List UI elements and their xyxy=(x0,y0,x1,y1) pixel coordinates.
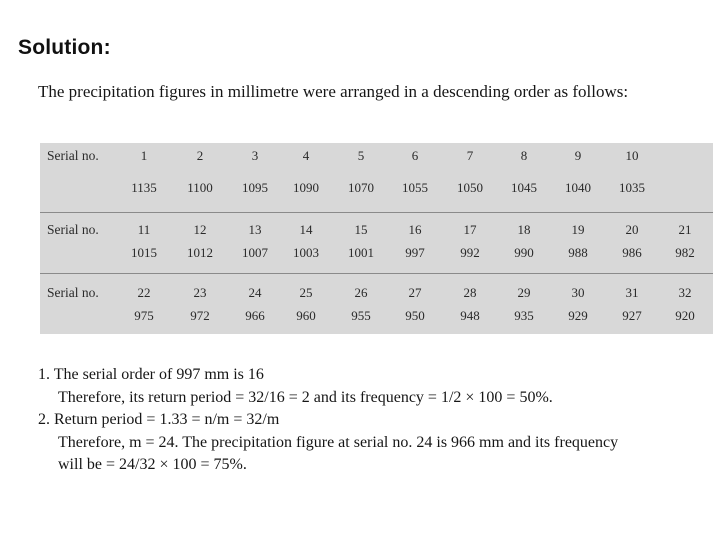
serial-number-cell: 30 xyxy=(571,285,585,300)
serial-number-cell: 5 xyxy=(357,148,365,163)
precipitation-value-cell: 1003 xyxy=(293,245,319,260)
serial-number-cell: 2 xyxy=(196,148,204,163)
serial-number-cell: 24 xyxy=(248,285,262,300)
intro-text: The precipitation figures in millimetre were arranged in a descending order as follows: xyxy=(38,82,629,101)
precipitation-value-cell: 986 xyxy=(622,245,642,260)
precipitation-value-cell: 960 xyxy=(296,308,316,323)
precipitation-value-cell: 955 xyxy=(351,308,371,323)
serial-number-cell: 16 xyxy=(408,222,422,237)
table-row-divider xyxy=(40,273,713,274)
serial-number-cell: 7 xyxy=(466,148,474,163)
solution-step-2-result: will be = 24/32 × 100 = 75%. xyxy=(58,456,247,473)
precipitation-value-cell: 966 xyxy=(245,308,265,323)
serial-number-cell: 13 xyxy=(248,222,262,237)
serial-number-cell: 29 xyxy=(517,285,531,300)
serial-number-cell: 4 xyxy=(302,148,310,163)
serial-number-cell: 3 xyxy=(251,148,259,163)
serial-number-cell: 28 xyxy=(463,285,477,300)
precipitation-value-cell: 975 xyxy=(134,308,154,323)
precipitation-value-cell: 997 xyxy=(405,245,425,260)
serial-number-cell: 12 xyxy=(193,222,207,237)
precipitation-value-cell: 1095 xyxy=(242,180,268,195)
precipitation-value-cell: 1001 xyxy=(348,245,374,260)
solution-heading: Solution: xyxy=(18,36,111,59)
serial-row-label: Serial no. xyxy=(47,285,99,300)
serial-number-cell: 1 xyxy=(140,148,148,163)
serial-number-cell: 27 xyxy=(408,285,422,300)
serial-number-cell: 9 xyxy=(574,148,582,163)
solution-step-2-detail: Therefore, m = 24. The precipitation figure at serial no. 24 is 966 mm and its frequency xyxy=(58,433,619,451)
serial-number-cell: 31 xyxy=(625,285,639,300)
serial-row-label: Serial no. xyxy=(47,148,99,163)
precipitation-value-cell: 927 xyxy=(622,308,642,323)
serial-number-cell: 10 xyxy=(625,148,639,163)
solution-step-1-detail: Therefore, its return period = 32/16 = 2 and its frequency = 1/2 × 100 = 50%. xyxy=(58,388,553,406)
precipitation-value-cell: 929 xyxy=(568,308,588,323)
serial-number-cell: 6 xyxy=(411,148,419,163)
precipitation-value-cell: 1055 xyxy=(402,180,428,195)
serial-number-cell: 17 xyxy=(463,222,477,237)
precipitation-value-cell: 935 xyxy=(514,308,534,323)
precipitation-value-cell: 1040 xyxy=(565,180,591,195)
precipitation-value-cell: 1035 xyxy=(619,180,645,195)
serial-number-cell: 19 xyxy=(571,222,585,237)
precipitation-value-cell: 988 xyxy=(568,245,588,260)
precipitation-value-cell: 982 xyxy=(675,245,695,260)
solution-step-1: 1. The serial order of 997 mm is 16 xyxy=(38,366,264,383)
serial-row-label: Serial no. xyxy=(47,222,99,237)
precipitation-value-cell: 1015 xyxy=(131,245,157,260)
serial-number-cell: 25 xyxy=(299,285,313,300)
precipitation-table xyxy=(40,143,713,334)
solution-step-2: 2. Return period = 1.33 = n/m = 32/m xyxy=(38,411,280,428)
serial-number-cell: 15 xyxy=(354,222,368,237)
table-row-divider xyxy=(40,212,713,213)
serial-number-cell: 11 xyxy=(137,222,151,237)
serial-number-cell: 8 xyxy=(520,148,528,163)
precipitation-value-cell: 1135 xyxy=(131,180,157,195)
serial-number-cell: 18 xyxy=(517,222,531,237)
precipitation-value-cell: 992 xyxy=(460,245,480,260)
serial-number-cell: 14 xyxy=(299,222,313,237)
precipitation-value-cell: 1100 xyxy=(187,180,213,195)
precipitation-value-cell: 1090 xyxy=(293,180,319,195)
precipitation-value-cell: 1007 xyxy=(242,245,268,260)
precipitation-value-cell: 1050 xyxy=(457,180,483,195)
serial-number-cell: 23 xyxy=(193,285,207,300)
precipitation-value-cell: 950 xyxy=(405,308,425,323)
solution-steps xyxy=(38,364,618,477)
serial-number-cell: 22 xyxy=(137,285,151,300)
precipitation-value-cell: 972 xyxy=(190,308,210,323)
precipitation-value-cell: 948 xyxy=(460,308,480,323)
precipitation-value-cell: 1070 xyxy=(348,180,374,195)
serial-number-cell: 20 xyxy=(625,222,639,237)
precipitation-value-cell: 1045 xyxy=(511,180,537,195)
precipitation-value-cell: 920 xyxy=(675,308,695,323)
serial-number-cell: 26 xyxy=(354,285,368,300)
serial-number-cell: 32 xyxy=(678,285,692,300)
serial-number-cell: 21 xyxy=(678,222,692,237)
precipitation-value-cell: 1012 xyxy=(187,245,213,260)
precipitation-value-cell: 990 xyxy=(514,245,534,260)
